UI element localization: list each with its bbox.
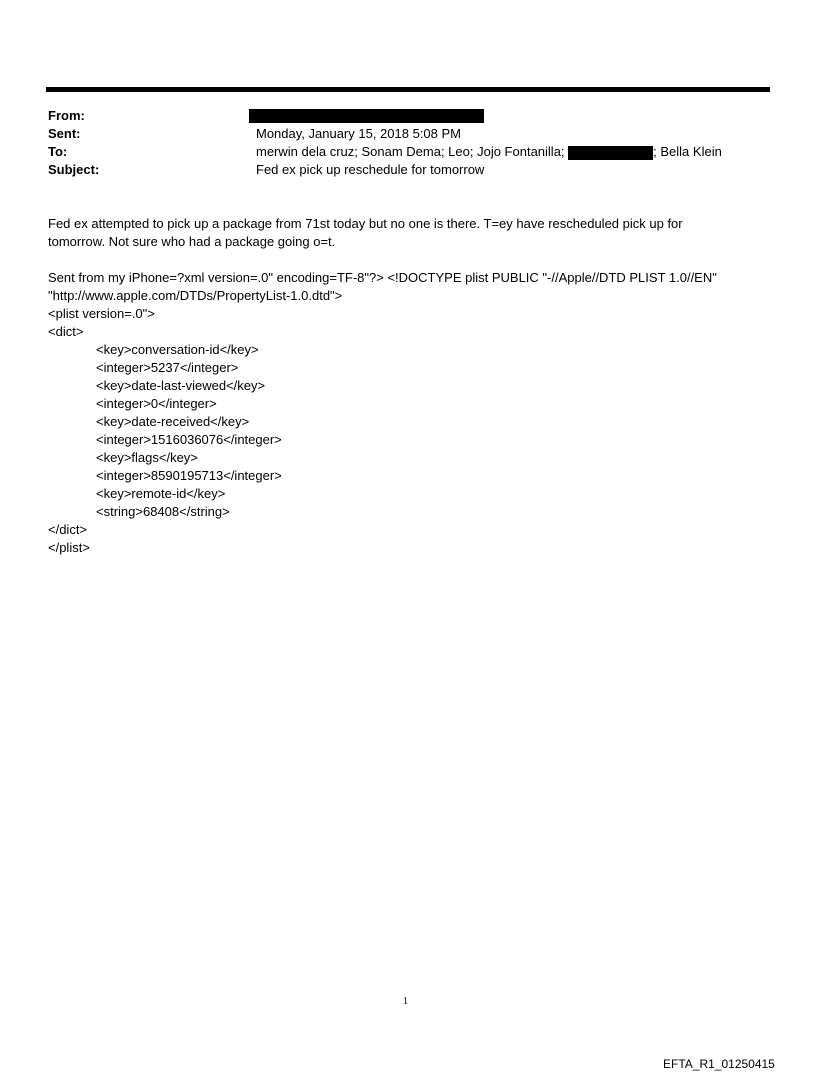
dict-line: <key>flags</key>: [96, 450, 198, 465]
dict-close: </dict>: [48, 522, 88, 537]
subject-label: Subject:: [48, 162, 100, 177]
signature-line: "http://www.apple.com/DTDs/PropertyList-1.0.dtd">: [48, 288, 343, 303]
dict-line: <integer>0</integer>: [96, 396, 217, 411]
body-line: Fed ex attempted to pick up a package from 71st today but no one is there. T=ey have rescheduled pick up for: [48, 216, 683, 231]
sent-value: Monday, January 15, 2018 5:08 PM: [256, 126, 461, 141]
dict-line: <key>date-last-viewed</key>: [96, 378, 266, 393]
subject-value: Fed ex pick up reschedule for tomorrow: [256, 162, 485, 177]
dict-line: <integer>5237</integer>: [96, 360, 239, 375]
dict-line: <key>conversation-id</key>: [96, 342, 259, 357]
from-label: From:: [48, 108, 85, 123]
dict-line: <integer>8590195713</integer>: [96, 468, 282, 483]
sent-label: Sent:: [48, 126, 81, 141]
to-recipients-before: merwin dela cruz; Sonam Dema; Leo; Jojo Fontanilla;: [256, 144, 569, 159]
from-redaction: [249, 109, 484, 123]
dict-line: <key>date-received</key>: [96, 414, 250, 429]
to-value: [256, 143, 722, 161]
to-redaction: [568, 146, 653, 160]
to-label: To:: [48, 144, 68, 159]
plist-close: </plist>: [48, 540, 90, 555]
header-rule: [46, 87, 770, 92]
plist-open: <plist version=.0">: [48, 306, 155, 321]
dict-line: <key>remote-id</key>: [96, 486, 226, 501]
dict-line: <string>68408</string>: [96, 504, 230, 519]
dict-line: <integer>1516036076</integer>: [96, 432, 282, 447]
to-recipients-after: ; Bella Klein: [653, 144, 722, 159]
document-id: EFTA_R1_01250415: [663, 1057, 775, 1071]
dict-open: <dict>: [48, 324, 84, 339]
body-line: tomorrow. Not sure who had a package going o=t.: [48, 234, 336, 249]
page-number: 1: [403, 996, 408, 1007]
signature-line: Sent from my iPhone=?xml version=.0" encoding=TF-8"?> <!DOCTYPE plist PUBLIC "-//Apple//DTD PLIST 1.0//EN": [48, 270, 717, 285]
